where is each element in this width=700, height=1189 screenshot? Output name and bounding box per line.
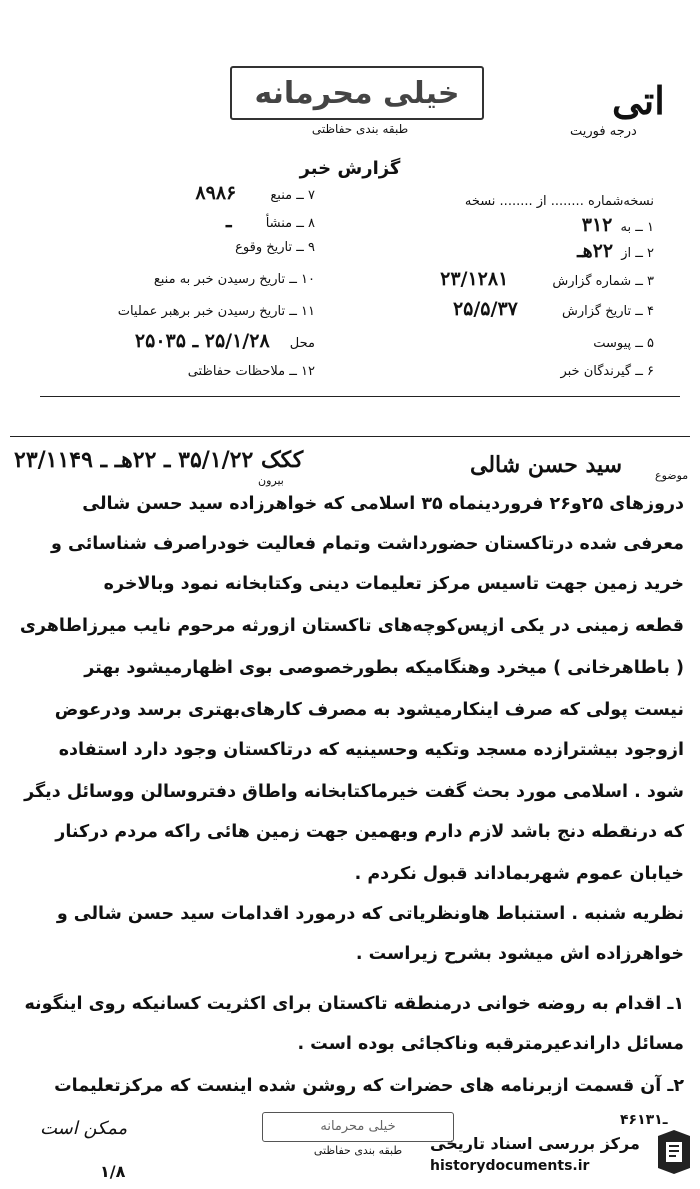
divider — [40, 396, 680, 397]
archive-logo-icon — [654, 1128, 694, 1176]
field-date-received-leader: ۱۱ ــ تاریخ رسیدن خبر برهبر عملیات — [117, 304, 315, 319]
classification-label: طبقه بندی حفاظتی — [311, 122, 409, 136]
field-report-date: ۴ ــ تاریخ گزارش ۲۵/۵/۳۷ — [452, 298, 654, 320]
document-title: گزارش خبر — [299, 158, 401, 179]
body-line: شود . اسلامی مورد بحث گفت خیرماکتابخانه واطاق دفتروسالن ووسائل دیگر — [24, 782, 684, 802]
field-to: ۱ ــ به ۳۱۲ — [581, 214, 654, 236]
body-line: مسائل داراندعیرمترقبه وناکجائی بوده است . — [297, 1034, 684, 1054]
field-occurrence-date: ۹ ــ تاریخ وقوع — [235, 240, 315, 255]
body-line: خیابان عموم شهربماداند قبول نکردم . — [354, 864, 684, 884]
reference-number: ککک ۳۵/۱/۲۲ ـ ۲۲هـ ـ ۲۳/۱۱۴۹ — [14, 447, 304, 473]
subject-label: موضوع — [655, 469, 689, 482]
body-line: که درنقطه دنج باشد لازم دارم وبهمین جهت زمین هائی راکه مردم درکنار — [55, 822, 684, 842]
page-number: ۱/۸ — [100, 1162, 126, 1181]
signature: ممکن است — [40, 1118, 128, 1139]
urgency-label: درجه فوریت — [570, 124, 637, 139]
watermark-title: مرکز بررسی اسناد تاریخی — [430, 1134, 640, 1153]
field-from: ۲ ــ از ۲۲هـ — [577, 240, 654, 262]
body-line: دروزهای ۲۵و۲۶ فروردینماه ۳۵ اسلامی که خواهرزاده سید حسن شالی — [82, 494, 684, 514]
field-recipients: ۶ ــ گیرندگان خبر — [560, 364, 654, 379]
subject-value: سید حسن شالی — [470, 452, 623, 478]
field-copy-number: نسخه‌شماره ........ از ........ نسخه — [464, 194, 654, 209]
body-line: معرفی شده درتاکستان حضورداشت وتمام فعالیت خودراصرف شناسائی و — [51, 534, 684, 554]
body-line: ازوجود بیشترازده مسجد وتکیه وحسینیه که درتاکستان وجود دارد استفاده — [58, 740, 684, 760]
footer-stamp: خیلی محرمانه — [262, 1112, 454, 1142]
body-line: نظریه شنبه . استنباط هاونظریاتی که درمورد اقدامات سید حسن شالی و — [56, 904, 684, 924]
field-security-notes: ۱۲ ــ ملاحظات حفاظتی — [187, 364, 315, 379]
field-source: ۷ ــ منبع ۸۹۸۶ — [195, 182, 315, 204]
watermark-url: historydocuments.ir — [430, 1158, 590, 1174]
footer-code: ۴۶ـ۱۳۱ — [620, 1112, 668, 1128]
field-attachment: ۵ ــ پیوست — [593, 336, 654, 351]
body-line: ۲ـ آن قسمت ازبرنامه های حضرات که روشن شده اینست که مرکزتعلیمات — [54, 1076, 684, 1096]
field-origin: ۸ ــ منشأ ـ — [225, 210, 315, 232]
body-line: ( باطاهرخانی ) میخرد وهنگامیکه بطورخصوصی بوی اظهارمیشود بهتر — [84, 658, 684, 678]
classification-stamp: خیلی محرمانه — [230, 66, 484, 120]
reference-sub: بیرون — [258, 474, 284, 487]
body-line: خواهرزاده اش میشود بشرح زیراست . — [355, 944, 684, 964]
field-location: محل ۲۵/۱/۲۸ ـ ۲۵۰۳۵ — [134, 330, 315, 352]
body-line: نیست پولی که صرف اینکارمیشود به مصرف کارهای‌بهتری برسد ودرعوض — [54, 700, 684, 720]
divider — [10, 436, 690, 437]
field-date-received-source: ۱۰ ــ تاریخ رسیدن خبر به منبع — [153, 272, 315, 287]
body-line: قطعه زمینی در یکی ازپس‌کوچه‌های تاکستان ازورثه مرحوم نایب میرزاطاهری — [19, 616, 684, 636]
body-line: خرید زمین جهت تاسیس مرکز تعلیمات دینی وکتابخانه نمود وبالاخره — [103, 574, 684, 594]
urgency-mark: اتی — [612, 78, 665, 123]
body-line: ۱ـ اقدام به روضه خوانی درمنطقه تاکستان برای اکثریت کسانیکه روی اینگونه — [24, 994, 684, 1014]
footer-classification-label: طبقه بندی حفاظتی — [313, 1144, 403, 1157]
field-report-number: ۳ ــ شماره گزارش ۲۳/۱۲۸۱ — [440, 268, 654, 290]
